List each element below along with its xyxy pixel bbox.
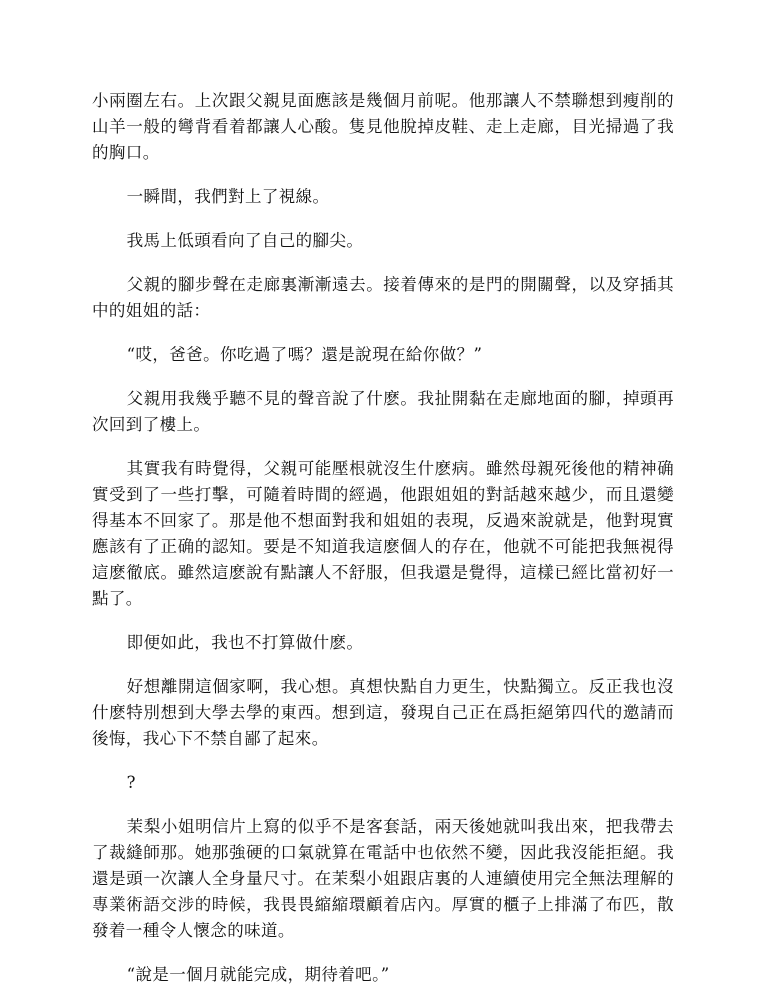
section-break: ? xyxy=(126,773,136,792)
paragraph: 茉梨小姐明信片上寫的似乎不是客套話，兩天後她就叫我出來，把我帶去了裁縫師那。她那強硬的口氣就算在電話中也依然不變，因此我沒能拒絕。我還是頭一次讓人全身量尺寸。在茉梨小姐跟店裏的人連續使用完全無法理解的專業術語交涉的時候，我畏畏縮縮環顧着店內。厚實的櫃子上排滿了布匹，散發着一種令人懷念的味道。 xyxy=(92,817,674,940)
paragraph: 父親用我幾乎聽不見的聲音說了什麽。我扯開黏在走廊地面的腳，掉頭再次回到了樓上。 xyxy=(92,389,674,434)
paragraph: 好想離開這個家啊，我心想。真想快點自力更生，快點獨立。反正我也沒什麽特別想到大學去學的東西。想到這，發現自己正在爲拒絕第四代的邀請而後悔，我心下不禁自鄙了起來。 xyxy=(92,677,674,748)
paragraph: 其實我有時覺得，父親可能壓根就沒生什麽病。雖然母親死後他的精神确實受到了一些打擊，可隨着時間的經過，他跟姐姐的對話越來越少，而且還變得基本不回家了。那是他不想面對我和姐姐的表現，反過來說就是，他對現實應該有了正确的認知。要是不知道我這麽個人的存在，他就不可能把我無視得這麽徹底。雖然這麽說有點讓人不舒服，但我還是覺得，這樣已經比當初好一點了。 xyxy=(92,459,674,608)
paragraph-continued: 小兩圈左右。上次跟父親見面應該是幾個月前呢。他那讓人不禁聯想到瘦削的山羊一般的彎背看着都讓人心酸。隻見他脫掉皮鞋、走上走廊，目光掃過了我的胸口。 xyxy=(92,91,674,162)
dialogue-paragraph: “哎，爸爸。你吃過了嗎？還是說現在給你做？” xyxy=(126,345,483,364)
document-page xyxy=(92,88,674,1006)
paragraph: 即便如此，我也不打算做什麽。 xyxy=(126,633,364,652)
paragraph: 我馬上低頭看向了自己的腳尖。 xyxy=(126,231,364,250)
paragraph: 父親的腳步聲在走廊裏漸漸遠去。接着傳來的是門的開關聲，以及穿插其中的姐姐的話： xyxy=(92,275,674,320)
paragraph: 一瞬間，我們對上了視線。 xyxy=(126,187,330,206)
dialogue-paragraph: “說是一個月就能完成，期待着吧。” xyxy=(126,965,390,984)
